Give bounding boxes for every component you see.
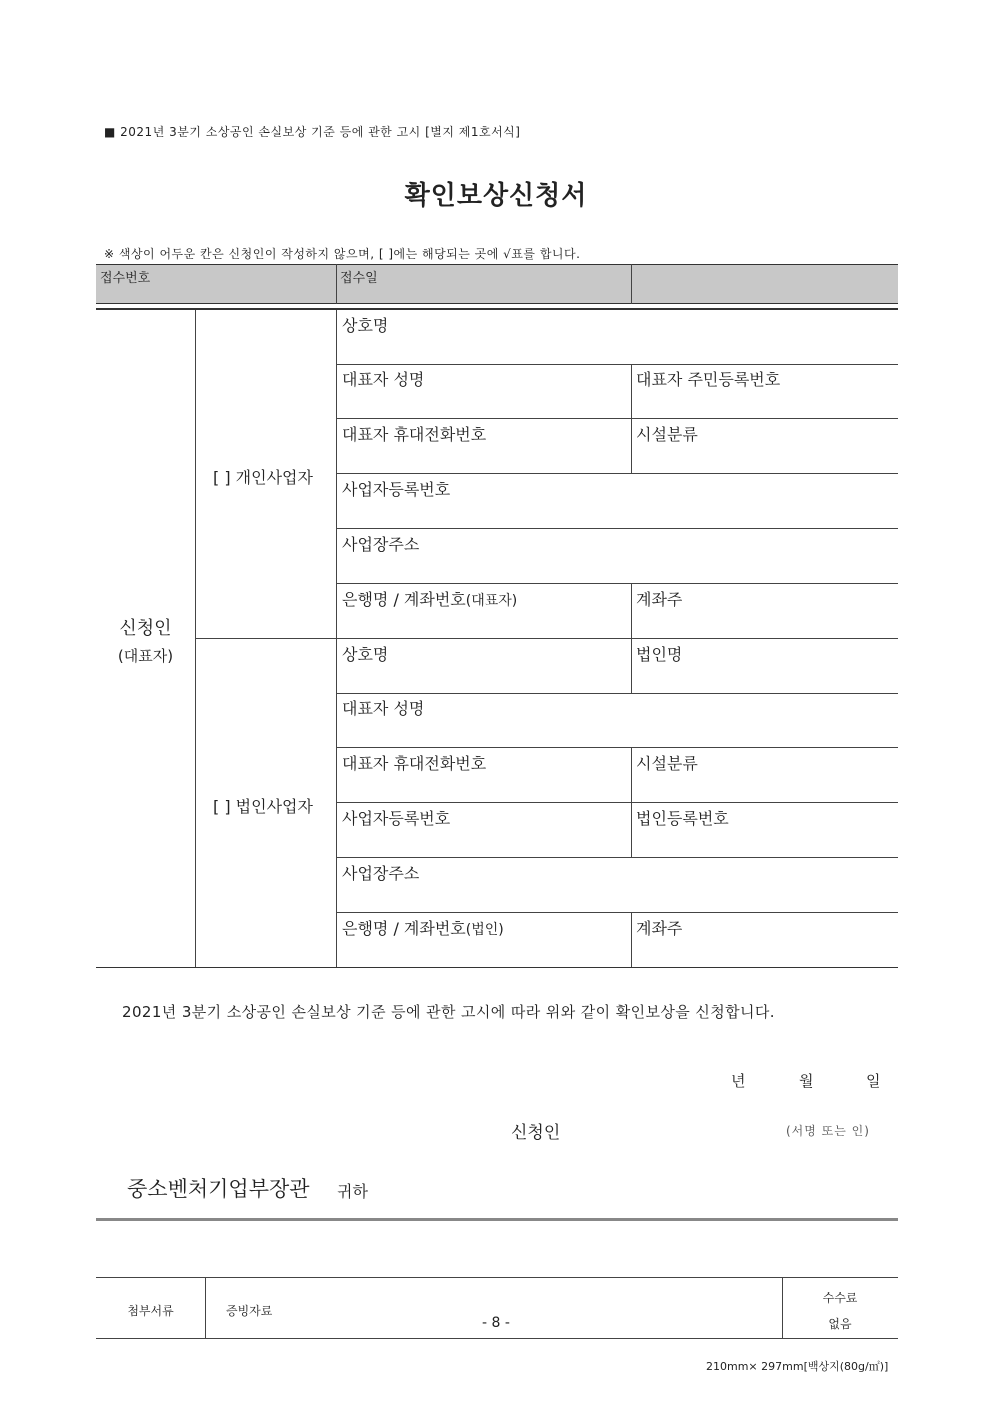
corporate-bank-account-field[interactable]	[342, 916, 504, 939]
recipient-name: 중소벤처기업부장관	[127, 1177, 310, 1201]
individual-business-name-field[interactable]: 상호명	[342, 316, 389, 335]
form-title: 확인보상신청서	[404, 181, 588, 211]
individual-bank-account-field[interactable]	[342, 587, 517, 610]
individual-rep-resident-no-field[interactable]: 대표자 주민등록번호	[636, 370, 781, 389]
attachments-label: 첨부서류	[127, 1304, 174, 1318]
corporate-bank-account-label: 은행명 / 계좌번호	[342, 919, 466, 938]
individual-rep-name-field[interactable]: 대표자 성명	[342, 370, 425, 389]
individual-bank-account-label: 은행명 / 계좌번호	[342, 590, 466, 609]
applicant-label: 신청인	[119, 618, 172, 639]
date-year[interactable]: 년	[731, 1072, 746, 1090]
corporate-rep-name-field[interactable]: 대표자 성명	[342, 699, 425, 718]
attachments-value: 증빙자료	[226, 1304, 273, 1318]
applicant-sublabel: (대표자)	[117, 647, 174, 665]
corporate-facility-type-field[interactable]: 시설분류	[636, 754, 698, 773]
fee-label: 수수료	[822, 1291, 858, 1305]
corporate-name-field[interactable]: 법인명	[636, 645, 683, 664]
corporate-account-holder-field[interactable]: 계좌주	[636, 919, 683, 938]
individual-facility-type-field[interactable]: 시설분류	[636, 425, 698, 444]
recipient-suffix: 귀하	[337, 1182, 368, 1201]
individual-bank-account-suffix: (대표자)	[465, 593, 518, 609]
individual-business-reg-no-field[interactable]: 사업자등록번호	[342, 480, 451, 499]
receipt-date-label: 접수일	[340, 271, 378, 286]
corporate-business-checkbox[interactable]: [ ] 법인사업자	[213, 797, 313, 816]
paper-spec: 210mm× 297mm[백상지(80g/㎡)]	[706, 1360, 889, 1373]
corporate-business-address-field[interactable]: 사업장주소	[342, 864, 420, 883]
declaration-text: 2021년 3분기 소상공인 손실보상 기준 등에 관한 고시에 따라 위와 같이 확인보상을 신청합니다.	[122, 1003, 775, 1021]
corporate-rep-mobile-field[interactable]: 대표자 휴대전화번호	[342, 754, 487, 773]
signature-hint[interactable]: (서명 또는 인)	[786, 1124, 870, 1138]
individual-business-address-field[interactable]: 사업장주소	[342, 535, 420, 554]
corporate-business-name-field[interactable]: 상호명	[342, 645, 389, 664]
corporate-reg-no-field[interactable]: 법인등록번호	[636, 809, 729, 828]
receipt-number-label: 접수번호	[100, 271, 151, 286]
corporate-bank-account-suffix: (법인)	[465, 922, 504, 938]
corporate-business-reg-no-field[interactable]: 사업자등록번호	[342, 809, 451, 828]
fee-value: 없음	[828, 1317, 852, 1331]
date-day[interactable]: 일	[866, 1072, 881, 1090]
form-reference: ■ 2021년 3분기 소상공인 손실보상 기준 등에 관한 고시 [별지 제1호서식]	[104, 125, 521, 139]
section-divider	[96, 1218, 898, 1221]
individual-account-holder-field[interactable]: 계좌주	[636, 590, 683, 609]
signature-label: 신청인	[511, 1123, 561, 1143]
individual-rep-mobile-field[interactable]: 대표자 휴대전화번호	[342, 425, 487, 444]
individual-business-checkbox[interactable]: [ ] 개인사업자	[213, 468, 313, 487]
date-month[interactable]: 월	[799, 1072, 814, 1090]
instruction-note: ※ 색상이 어두운 칸은 신청인이 작성하지 않으며, [ ]에는 해당되는 곳에 √표를 합니다.	[104, 247, 581, 261]
page-number: - 8 -	[482, 1315, 510, 1331]
